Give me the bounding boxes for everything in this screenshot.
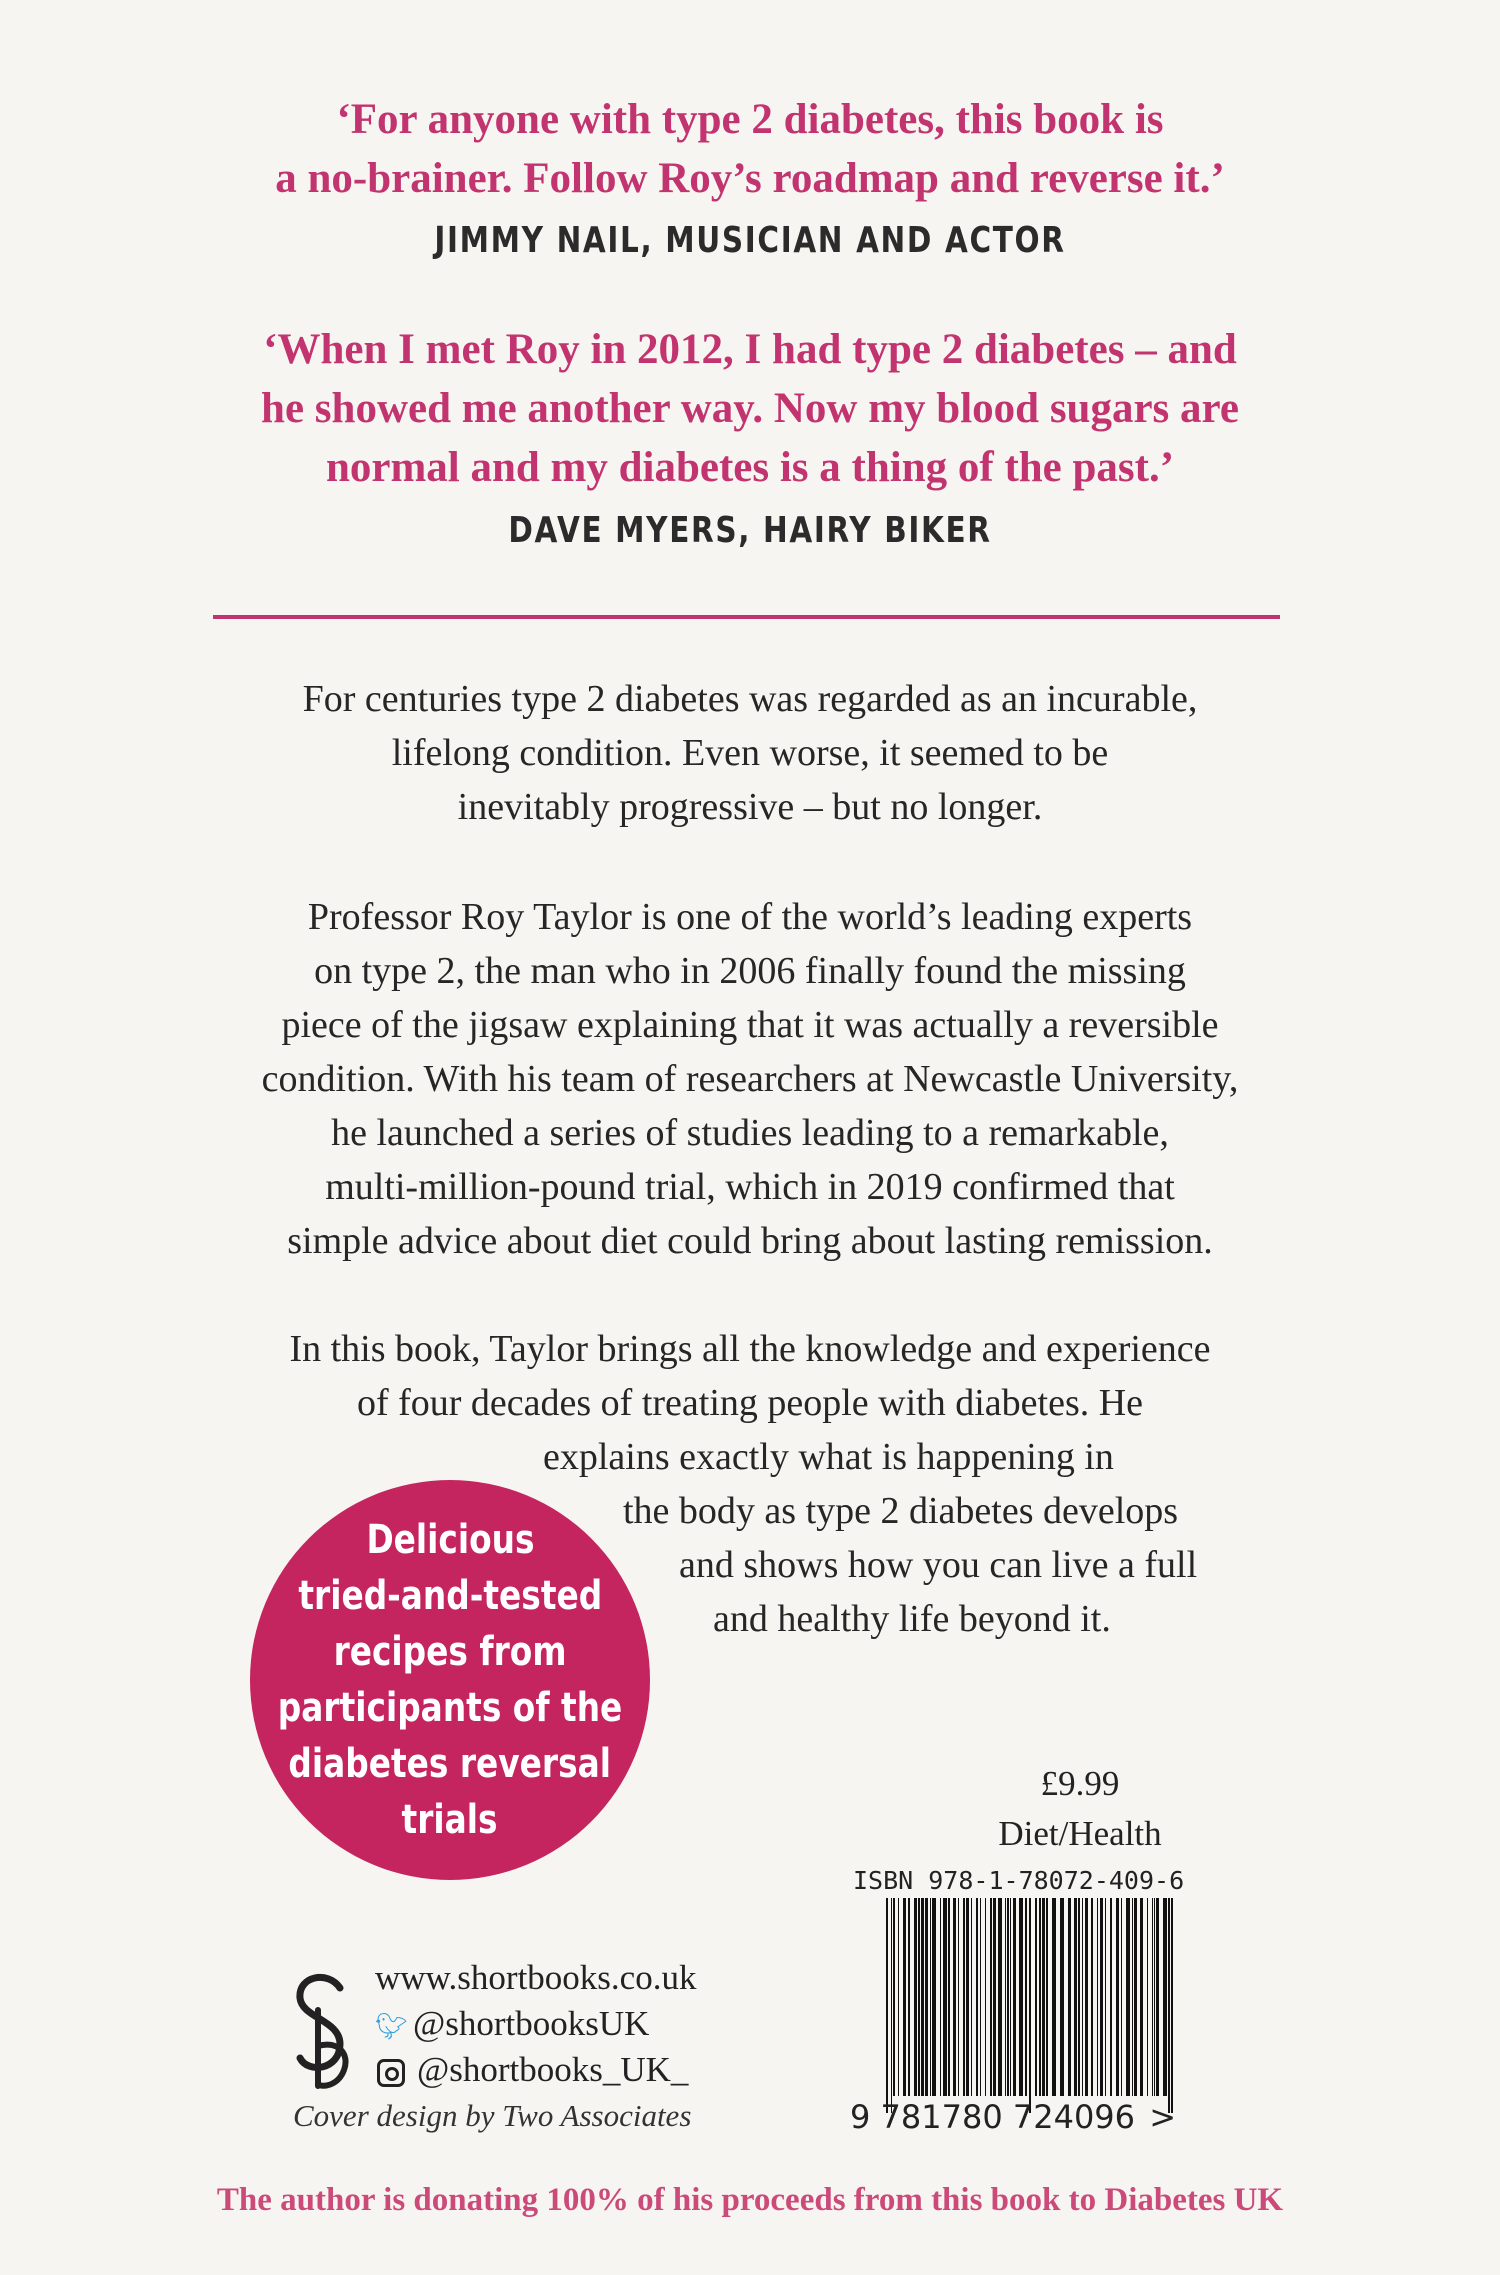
- divider-rule: [213, 615, 1280, 619]
- twitter-bird-icon: 🐦︎: [375, 2012, 409, 2041]
- blurb-paragraph-1: [150, 672, 1350, 834]
- blurb-line: on type 2, the man who in 2006 finally found the missing: [314, 950, 1186, 992]
- isbn-label: ISBN 978-1-78072-409-6: [853, 1866, 1185, 1895]
- barcode-icon: [884, 1898, 1176, 2113]
- badge-line: participants of the: [277, 1685, 623, 1731]
- blurb-paragraph-2: [150, 890, 1350, 1268]
- blurb-line: condition. With his team of researchers at Newcastle University,: [261, 1058, 1239, 1100]
- quote-1-attribution: JIMMY NAIL, MUSICIAN AND ACTOR: [434, 220, 1066, 261]
- badge-line: diabetes reversal: [288, 1741, 612, 1787]
- publisher-instagram[interactable]: [375, 2047, 688, 2093]
- price: £9.99: [1040, 1764, 1120, 1803]
- short-books-logo-icon: [288, 1970, 354, 2096]
- barcode-digits: 9 781780 724096: [850, 2098, 1136, 2136]
- publisher-twitter[interactable]: [375, 2001, 649, 2050]
- blurb-line: Professor Roy Taylor is one of the world’s leading experts: [307, 896, 1193, 938]
- badge-line: recipes from: [333, 1629, 567, 1675]
- instagram-handle[interactable]: @shortbooks_UK_: [417, 2050, 689, 2089]
- quote-line: normal and my diabetes is a thing of the past.’: [325, 444, 1175, 491]
- quote-line: ‘For anyone with type 2 diabetes, this book is: [336, 96, 1164, 143]
- quote-line: he showed me another way. Now my blood sugars are: [261, 385, 1239, 432]
- quote-line: ‘When I met Roy in 2012, I had type 2 diabetes – and: [263, 326, 1237, 373]
- barcode-arrow: >: [1149, 2098, 1176, 2136]
- blurb-line: of four decades of treating people with diabetes. He: [356, 1382, 1144, 1424]
- blurb-line: inevitably progressive – but no longer.: [457, 786, 1043, 828]
- blurb-line: piece of the jigsaw explaining that it was actually a reversible: [281, 1004, 1219, 1046]
- twitter-handle[interactable]: @shortbooksUK: [413, 2004, 650, 2043]
- category-label: Diet/Health: [998, 1814, 1162, 1853]
- publisher-website[interactable]: [375, 1955, 696, 2001]
- blurb-line: In this book, Taylor brings all the knowledge and experience: [289, 1328, 1211, 1370]
- recipes-badge: [250, 1480, 650, 1880]
- blurb-line: simple advice about diet could bring about lasting remission.: [287, 1220, 1213, 1262]
- blurb-line: and healthy life beyond it.: [713, 1598, 1111, 1640]
- quote-2-attribution: DAVE MYERS, HAIRY BIKER: [508, 510, 992, 551]
- blurb-line: explains exactly what is happening in: [543, 1436, 1114, 1478]
- barcode-number: [850, 2098, 1250, 2136]
- blurb-paragraph-3: [150, 1322, 1350, 1430]
- cover-design-credit: Cover design by Two Associates: [293, 2098, 692, 2133]
- blurb-line: and shows how you can live a full: [679, 1544, 1198, 1586]
- badge-line: tried-and-tested: [298, 1573, 602, 1619]
- website-link[interactable]: www.shortbooks.co.uk: [375, 1958, 697, 1997]
- blurb-line: For centuries type 2 diabetes was regarded as an incurable,: [302, 678, 1198, 720]
- donation-note: The author is donating 100% of his proceeds from this book to Diabetes UK: [216, 2182, 1284, 2218]
- blurb-line: he launched a series of studies leading to a remarkable,: [331, 1112, 1169, 1154]
- endorsement-quote-2: [150, 320, 1350, 497]
- instagram-icon: [377, 2059, 405, 2087]
- endorsement-quote-1: [150, 90, 1350, 208]
- quote-line: a no-brainer. Follow Roy’s roadmap and reverse it.’: [275, 155, 1225, 202]
- badge-line: Delicious: [365, 1517, 535, 1563]
- badge-line: trials: [401, 1797, 498, 1843]
- blurb-line: the body as type 2 diabetes develops: [623, 1490, 1179, 1532]
- blurb-line: multi-million-pound trial, which in 2019 confirmed that: [325, 1166, 1175, 1208]
- blurb-line: lifelong condition. Even worse, it seemed to be: [391, 732, 1109, 774]
